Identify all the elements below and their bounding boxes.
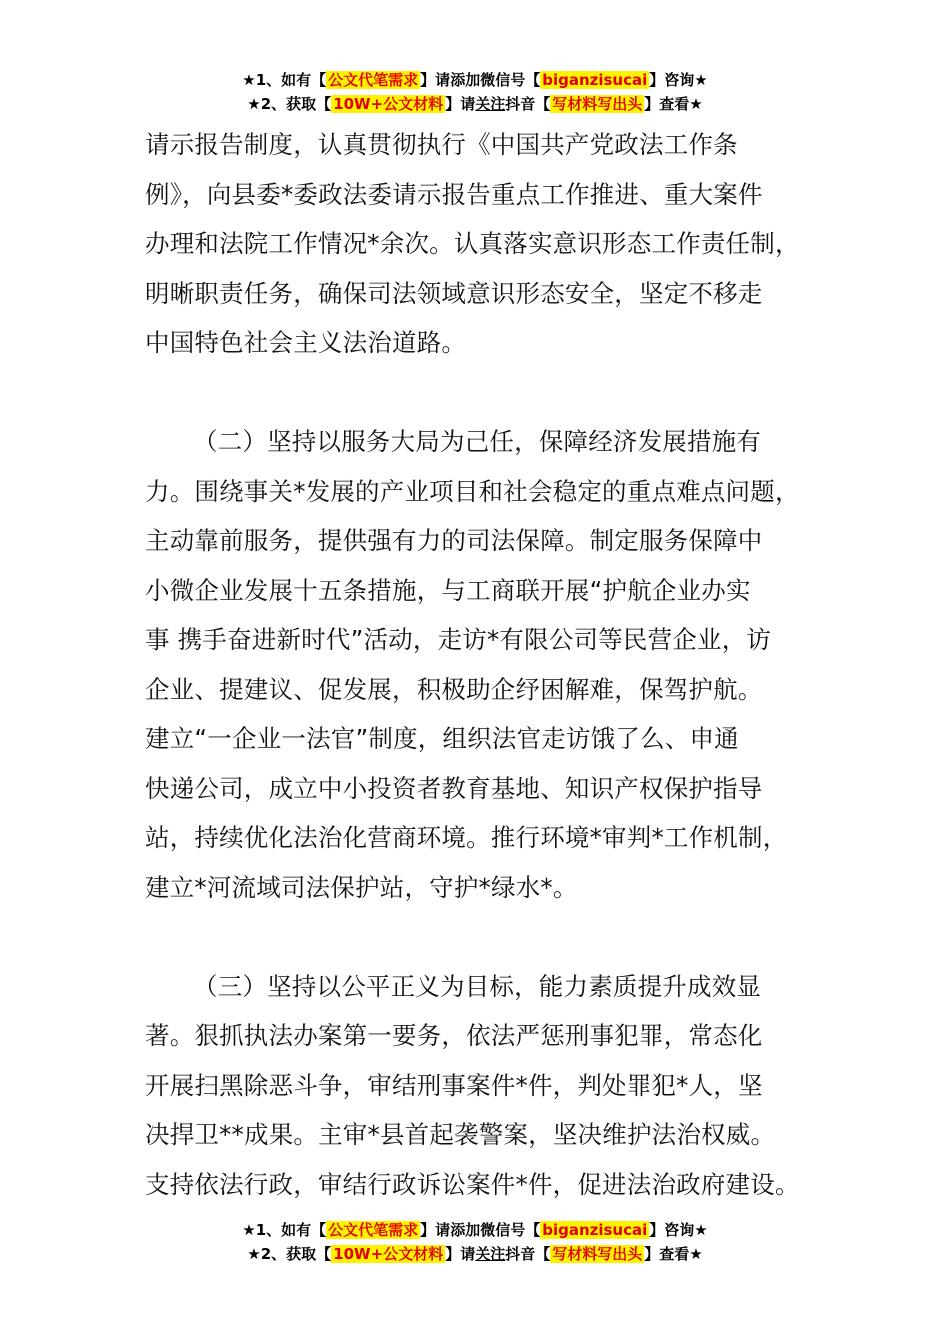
banner-emphasis: 添加 (450, 1221, 481, 1239)
footer-banner (0, 1218, 950, 1266)
banner-text: 】请 (445, 95, 476, 113)
text-line: 力。围绕事关*发展的产业项目和社会稳定的重点难点问题， (145, 476, 800, 506)
text-line: 中国特色社会主义法治道路。 (145, 328, 467, 357)
text-line: 建立“一企业一法官”制度，组织法官走访饿了么、申通 (145, 724, 739, 753)
section-heading-line: （三）坚持以公平正义为目标，能力素质提升成效显 (193, 971, 762, 1001)
paragraph-3 (145, 962, 845, 1210)
paragraph-gap (145, 368, 845, 418)
banner-emphasis: 关注 (475, 1245, 506, 1263)
text-line: 例》，向县委*委政法委请示报告重点工作推进、重大案件 (145, 179, 763, 209)
text-line: 明晰职责任务，确保司法领域意识形态安全，坚定不移走 (145, 278, 763, 308)
banner-text: ★2、获取【 (247, 1245, 332, 1263)
text-line: 著。狠抓执法办案第一要务，依法严惩刑事犯罪，常态化 (145, 1021, 763, 1050)
banner-line-2 (0, 1242, 950, 1266)
banner-text: 微信号【 (480, 71, 541, 89)
banner-text: 】咨询★ (649, 1221, 708, 1239)
banner-text: 】请 (420, 1221, 451, 1239)
text-line: 事 携手奋进新时代”活动，走访*有限公司等民营企业，访 (145, 625, 772, 654)
text-line: 站，持续优化法治化营商环境。推行环境*审判*工作机制， (145, 823, 788, 852)
banner-text: ★2、获取【 (247, 95, 332, 113)
text-line: 建立*河流域司法保护站，守护*绿水*。 (145, 872, 578, 902)
text-line: 决捍卫**成果。主审*县首起袭警案，坚决维护法治权威。 (145, 1120, 776, 1149)
banner-highlight: biganzisucai (542, 1221, 648, 1239)
banner-highlight: 写材料写出头 (552, 95, 643, 113)
banner-text: 抖音【 (505, 1245, 551, 1263)
text-line: 主动靠前服务，提供强有力的司法保障。制定服务保障中 (145, 526, 763, 555)
banner-text: ★1、如有【 (242, 1221, 327, 1239)
banner-line-1 (0, 68, 950, 92)
section-heading-line: （二）坚持以服务大局为己任，保障经济发展措施有 (193, 427, 762, 456)
paragraph-gap (145, 912, 845, 962)
paragraph-2 (145, 417, 845, 912)
text-line: 快递公司，成立中小投资者教育基地、知识产权保护指导 (145, 773, 763, 803)
banner-highlight: 10W+公文材料 (333, 95, 444, 113)
banner-line-1 (0, 1218, 950, 1242)
text-line: 开展扫黑除恶斗争，审结刑事案件*件，判处罪犯*人，坚 (145, 1070, 763, 1100)
text-line: 支持依法行政，审结行政诉讼案件*件，促进法治政府建设。 (145, 1169, 800, 1199)
text-line: 企业、提建议、促发展，积极助企纾困解难，保驾护航。 (145, 674, 763, 704)
banner-text: 】查看★ (644, 95, 703, 113)
document-body (145, 120, 845, 1209)
text-line: 办理和法院工作情况*余次。认真落实意识形态工作责任制， (145, 229, 800, 258)
banner-emphasis: 关注 (475, 95, 506, 113)
banner-text: 】查看★ (644, 1245, 703, 1263)
banner-highlight: biganzisucai (542, 71, 648, 89)
banner-text: 抖音【 (505, 95, 551, 113)
banner-emphasis: 添加 (450, 71, 481, 89)
banner-line-2 (0, 92, 950, 116)
banner-text: 】请 (445, 1245, 476, 1263)
banner-highlight: 公文代笔需求 (328, 71, 419, 89)
banner-highlight: 10W+公文材料 (333, 1245, 444, 1263)
banner-text: 微信号【 (480, 1221, 541, 1239)
text-line: 小微企业发展十五条措施，与工商联开展“护航企业办实 (145, 575, 751, 605)
banner-text: 】咨询★ (649, 71, 708, 89)
banner-highlight: 写材料写出头 (552, 1245, 643, 1263)
banner-text: 】请 (420, 71, 451, 89)
header-banner (0, 68, 950, 116)
banner-text: ★1、如有【 (242, 71, 327, 89)
text-line: 请示报告制度，认真贯彻执行《中国共产党政法工作条 (145, 130, 738, 159)
banner-highlight: 公文代笔需求 (328, 1221, 419, 1239)
paragraph-1 (145, 120, 845, 368)
